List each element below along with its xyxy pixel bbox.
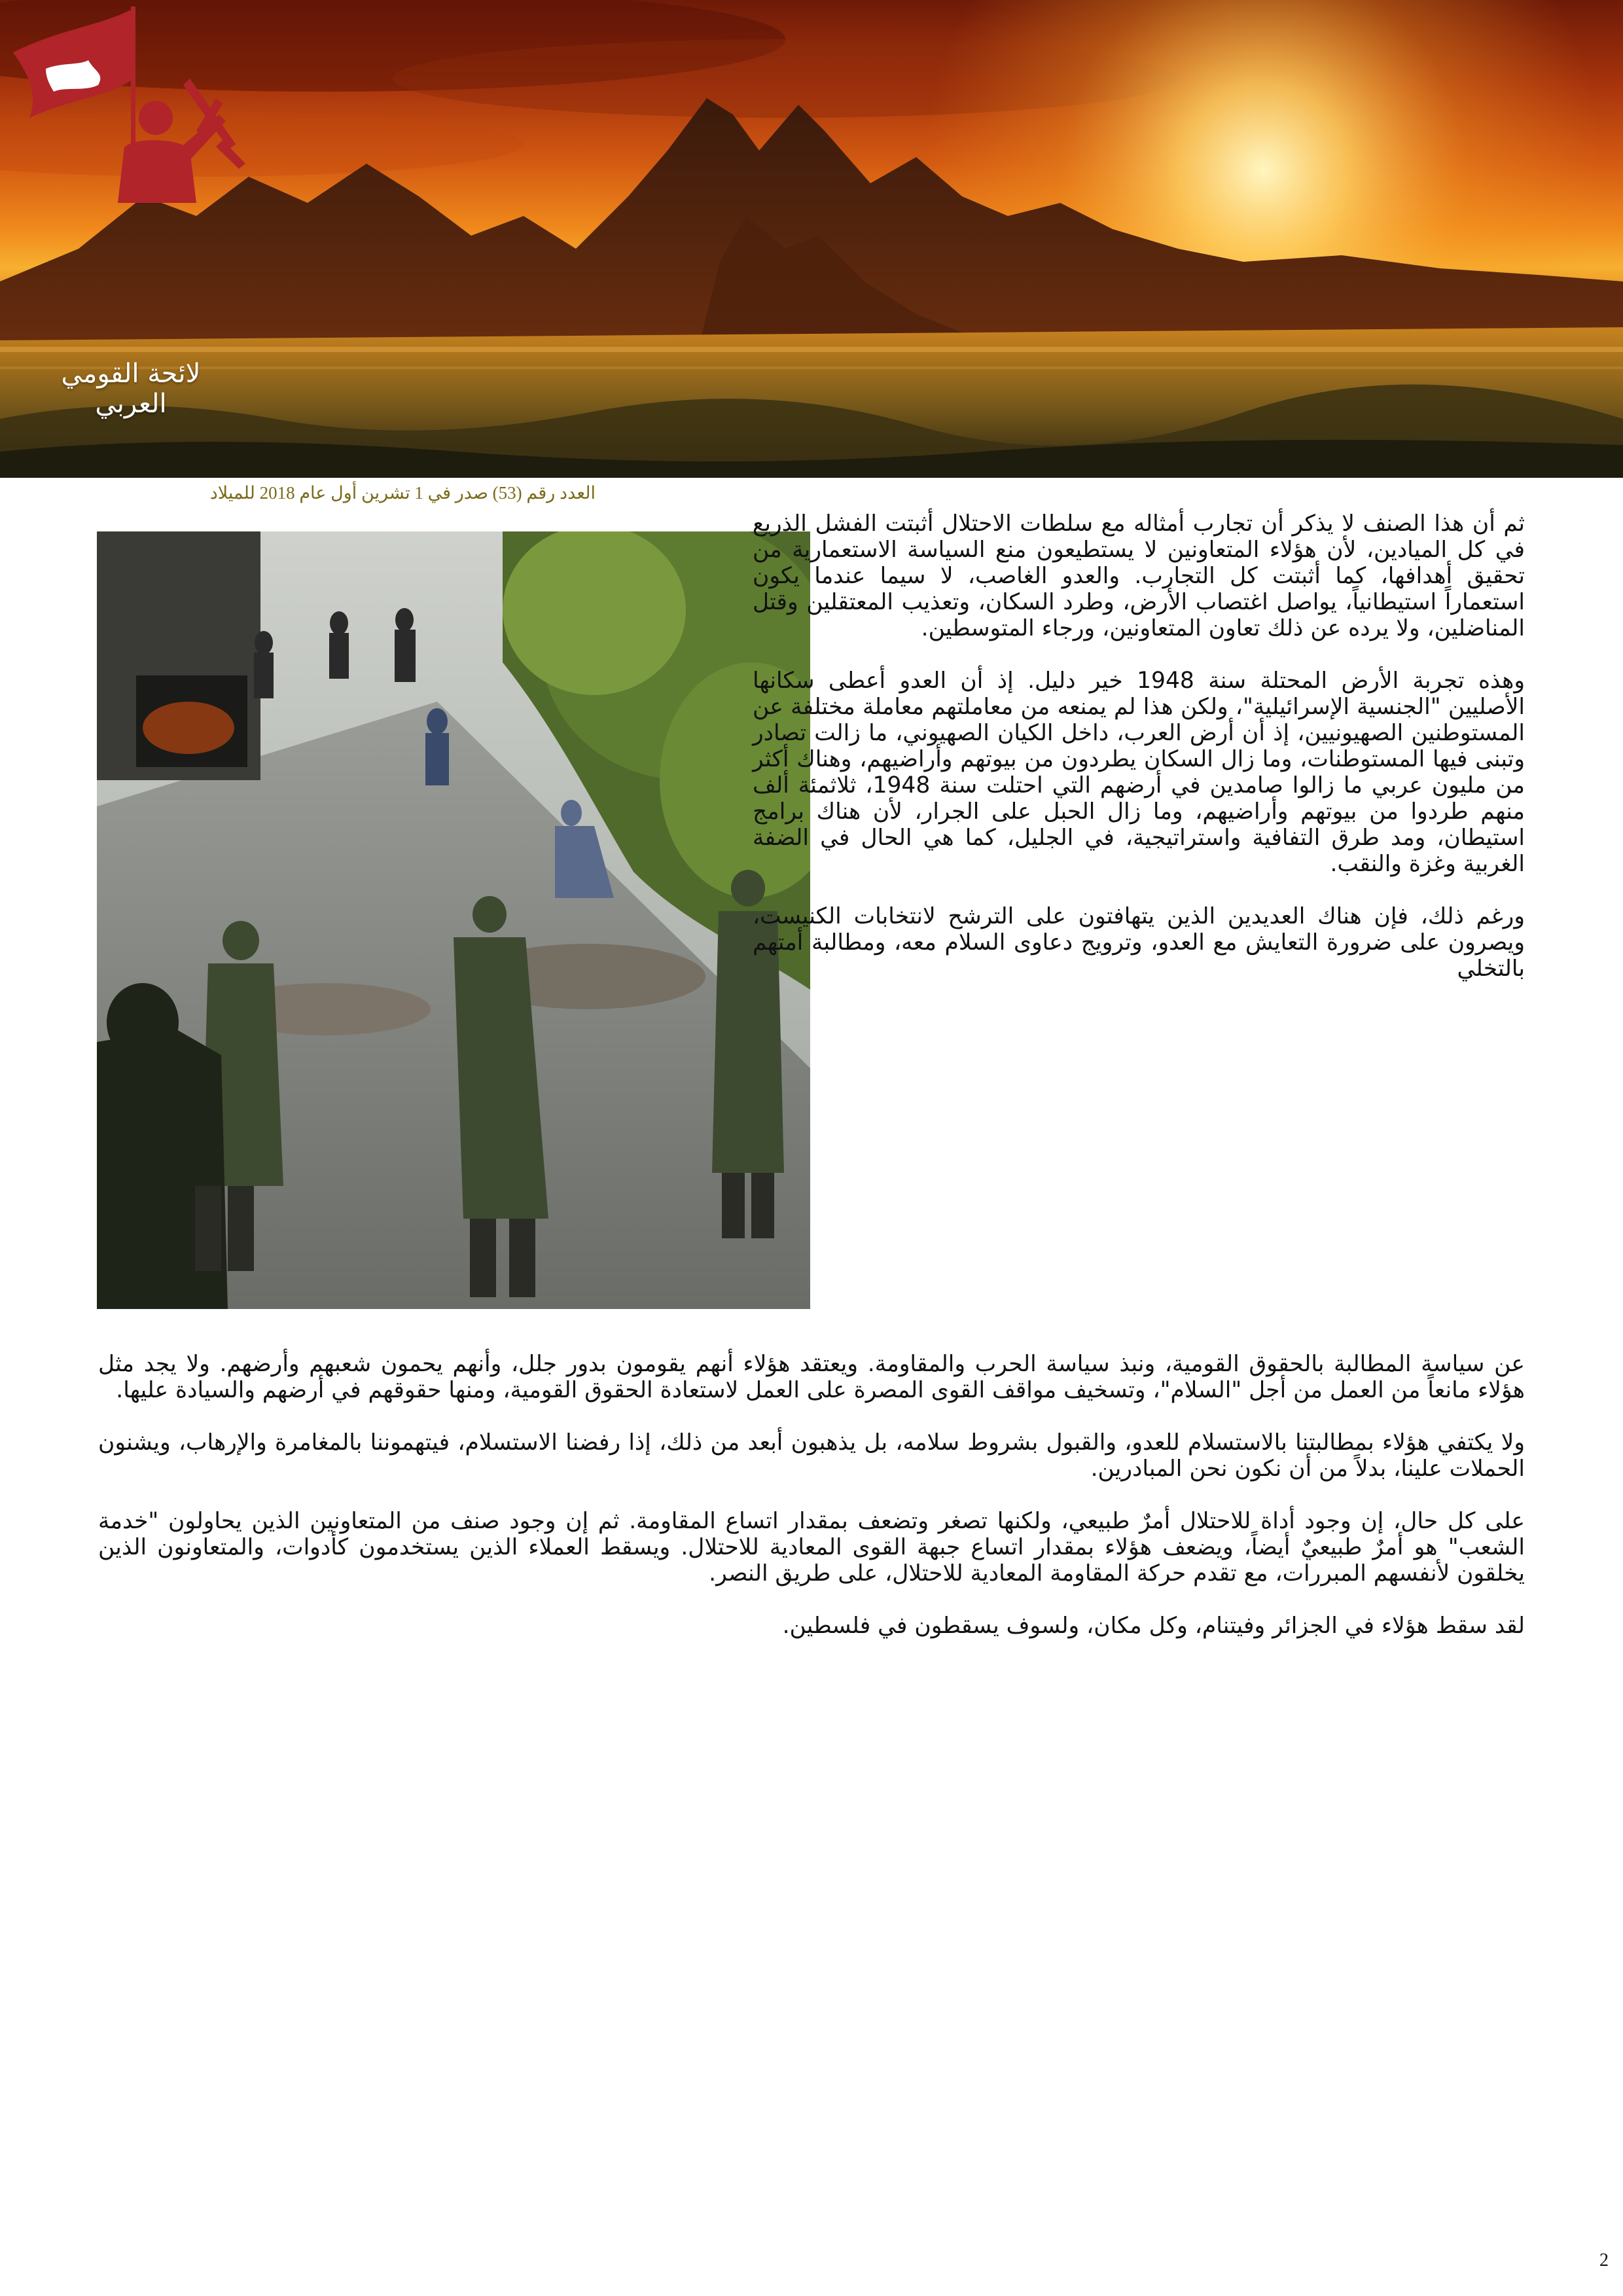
clashes-photo-image (97, 531, 810, 1309)
article-paragraph: ثم أن هذا الصنف لا يذكر أن تجارب أمثاله مع سلطات الاحتلال أثبتت الفشل الذريع في كل الميادين، لأن هؤلاء المتعاونين لا يستطيعون منع السياسة الاستعمارية من تحقيق أهدافها، كما أثبتت كل التجارب. والعدو الغاصب، لا سيما عندما يكون استعماراً استيطانياً، يواصل اغتصاب الأرض، وطرد السكان، وتعذيب المعتقلين وقتل المناضلين، ولا يرده عن ذلك تعاون المتعاونين، ورجاء المتوسطين. (753, 511, 1525, 641)
page-number: 2 (1599, 2250, 1609, 2270)
article-paragraph: على كل حال، إن وجود أداة للاحتلال أمرٌ طبيعي، ولكنها تصغر وتضعف بمقدار اتساع المقاومة. ثم إن وجود صنف من المتعاونين الذين يحاولون "خدمة الشعب" هو أمرٌ طبيعيٌ أيضاً، ويضعف هؤلاء بمقدار اتساع جبهة القوى المعادية للاحتلال. ويسقط العملاء الذين يستخدمون كأدوات، والمتعاونون الذين يخلقون لأنفسهم المبررات، مع تقدم حركة المقاومة المعادية للاحتلال، على طريق النصر. (98, 1508, 1525, 1587)
issue-line: العدد رقم (53) صدر في 1 تشرين أول عام 2018 للميلاد (209, 483, 596, 503)
article-paragraph: عن سياسة المطالبة بالحقوق القومية، ونبذ سياسة الحرب والمقاومة. ويعتقد هؤلاء أنهم يقومون بدور جلل، وأنهم يحمون شعبهم وأرضهم. ولا يجد مثل هؤلاء مانعاً من العمل من أجل "السلام"، وتسخيف مواقف القوى المصرة على العمل لاستعادة الحقوق القومية، ومنها حقوقهم في أرضهم والسيادة عليها. (98, 1351, 1525, 1403)
article-paragraph: وهذه تجربة الأرض المحتلة سنة 1948 خير دليل. إذ أن العدو أعطى سكانها الأصليين "الجنسية الإسرائيلية"، ولكن هذا لم يمنعه من معاملتهم معاملة مختلفة عن المستوطنين الصهيونيين، إذ أن أرض العرب، داخل الكيان الصهيوني، ما زالت تصادر وتبنى فيها المستوطنات، وما زال السكان يطردون من بيوتهم وأراضيهم، وهناك أكثر من مليون عربي ما زالوا صامدين في أرضهم التي احتلت سنة 1948، ثلاثمئة ألف منهم طردوا من بيوتهم وأراضيهم، وما زال الحبل على الجرار، لأن هناك برامج استيطان، ومد طرق التفافية واستراتيجية، في الجليل، كما هي الحال في الضفة الغربية وغزة والنقب. (753, 668, 1525, 877)
article-paragraph: لقد سقط هؤلاء في الجزائر وفيتنام، وكل مكان، ولسوف يسقطون في فلسطين. (782, 1613, 1525, 1639)
article-paragraph: ورغم ذلك، فإن هناك العديدين الذين يتهافتون على الترشح لانتخابات الكنيست، ويصرون على ضرورة التعايش مع العدو، وترويج دعاوى السلام معه، ومطالبة أمتهم بالتخلي (753, 903, 1525, 982)
article-photo (97, 531, 810, 1309)
article-column (753, 511, 1525, 1008)
article-paragraph: ولا يكتفي هؤلاء بمطالبتنا بالاستسلام للعدو، والقبول بشروط سلامه، بل يذهبون أبعد من ذلك، إذا رفضنا الاستسلام، فيتهموننا بالمغامرة والإرهاب، ويشنون الحملات علينا، بدلاً من أن نكون نحن المبادرين. (98, 1429, 1525, 1482)
article-wide-section (98, 1351, 1525, 1665)
logo-caption: لائحة القومي العربي (61, 359, 201, 419)
header-banner (0, 0, 1623, 478)
logo-icon (0, 0, 262, 262)
